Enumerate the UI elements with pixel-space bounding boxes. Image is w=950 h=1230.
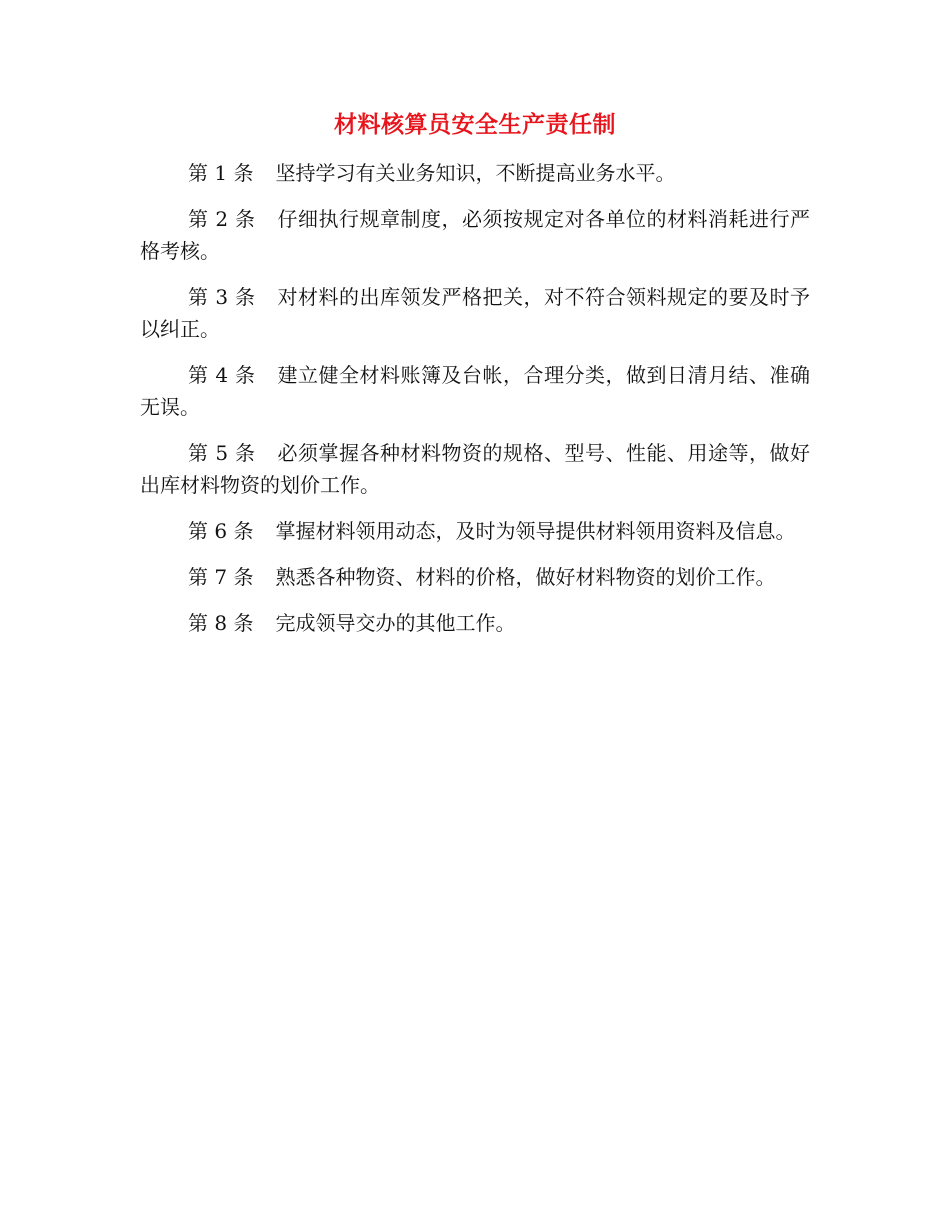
article-number: 第 2 条 [188, 207, 256, 231]
article-text: 熟悉各种物资、材料的价格，做好材料物资的划价工作。 [275, 565, 776, 589]
article-number: 第 1 条 [188, 161, 254, 185]
article-8 [140, 607, 810, 639]
article-number: 第 7 条 [188, 565, 254, 589]
article-number: 第 4 条 [188, 363, 256, 387]
article-6 [140, 515, 810, 547]
article-7 [140, 561, 810, 593]
document-title: 材料核算员安全生产责任制 [334, 112, 616, 138]
article-5 [140, 437, 810, 501]
article-text: 掌握材料领用动态，及时为领导提供材料领用资料及信息。 [275, 519, 796, 543]
document-body [140, 157, 810, 653]
article-text: 必须掌握各种材料物资的规格、型号、性能、用途等，做好出库材料物资的划价工作。 [140, 441, 810, 497]
article-text: 对材料的出库领发严格把关，对不符合领料规定的要及时予以纠正。 [140, 285, 810, 341]
article-3 [140, 281, 810, 345]
article-text: 坚持学习有关业务知识，不断提高业务水平。 [275, 161, 676, 185]
article-2 [140, 203, 810, 267]
article-4 [140, 359, 810, 423]
article-1 [140, 157, 810, 189]
article-text: 建立健全材料账簿及台帐，合理分类，做到日清月结、准确无误。 [140, 363, 810, 419]
article-number: 第 3 条 [188, 285, 256, 309]
article-text: 完成领导交办的其他工作。 [275, 611, 516, 635]
article-number: 第 8 条 [188, 611, 254, 635]
article-number: 第 5 条 [188, 441, 256, 465]
article-number: 第 6 条 [188, 519, 254, 543]
article-text: 仔细执行规章制度，必须按规定对各单位的材料消耗进行严格考核。 [140, 207, 810, 263]
